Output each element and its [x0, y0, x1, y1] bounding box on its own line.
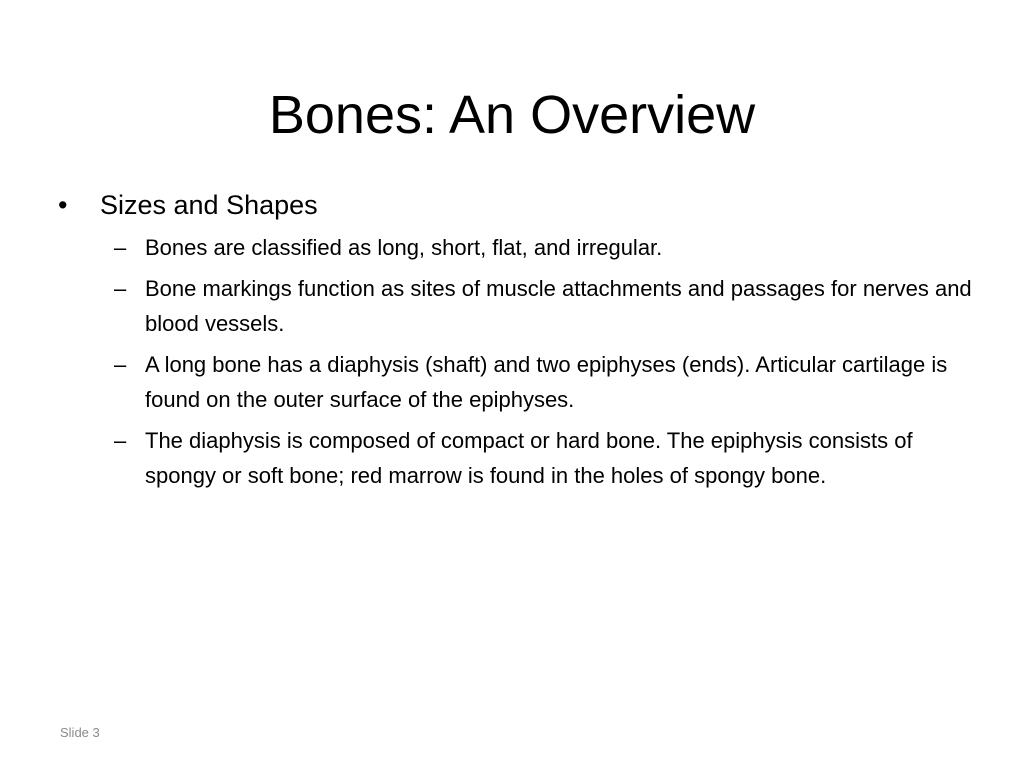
- sub-bullet-text: A long bone has a diaphysis (shaft) and two epiphyses (ends). Articular cartilage is found on the outer surface of the epiphyses.: [145, 352, 948, 412]
- bullet-item: [56, 186, 976, 224]
- bullet-icon: •: [58, 190, 68, 220]
- dash-icon: –: [114, 428, 127, 453]
- slide-title: Bones: An Overview: [268, 85, 756, 145]
- sub-bullet-item: [56, 230, 976, 265]
- sub-bullet-list: [56, 230, 976, 493]
- slide-body: [56, 186, 976, 499]
- dash-icon: –: [114, 352, 127, 377]
- sub-bullet-item: [56, 271, 976, 341]
- sub-bullet-item: [56, 347, 976, 417]
- sub-bullet-text: The diaphysis is composed of compact or hard bone. The epiphysis consists of spongy or soft bone; red marrow is found in the holes of spongy bone.: [145, 428, 913, 488]
- sub-bullet-text: Bones are classified as long, short, flat, and irregular.: [145, 235, 663, 260]
- bullet-text: Sizes and Shapes: [100, 190, 318, 220]
- dash-icon: –: [114, 235, 127, 260]
- sub-bullet-item: [56, 423, 976, 493]
- dash-icon: –: [114, 276, 127, 301]
- sub-bullet-text: Bone markings function as sites of muscle attachments and passages for nerves and blood vessels.: [145, 276, 972, 336]
- slide-number: Slide 3: [60, 725, 100, 740]
